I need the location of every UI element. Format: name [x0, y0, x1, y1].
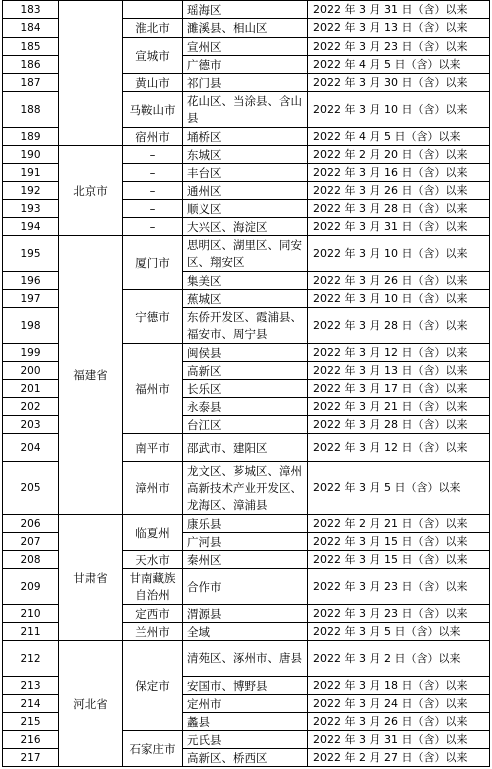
- row-number: 205: [3, 462, 59, 515]
- city-cell: 福州市: [123, 344, 183, 434]
- district-cell: 康乐县: [183, 515, 308, 533]
- row-number: 194: [3, 218, 59, 236]
- table-row: [3, 1, 490, 19]
- row-number: 212: [3, 641, 59, 677]
- table-row: [3, 515, 490, 533]
- date-cell: 2022 年 3 月 23 日（含）以来: [308, 569, 490, 605]
- date-cell: 2022 年 2 月 20 日（含）以来: [308, 146, 490, 164]
- row-number: 214: [3, 695, 59, 713]
- date-cell: 2022 年 2 月 27 日（含）以来: [308, 749, 490, 767]
- date-cell: 2022 年 3 月 28 日（含）以来: [308, 308, 490, 344]
- row-number: 203: [3, 416, 59, 434]
- row-number: 209: [3, 569, 59, 605]
- district-cell: 顺义区: [183, 200, 308, 218]
- region-date-table: [2, 0, 490, 767]
- date-cell: 2022 年 3 月 10 日（含）以来: [308, 92, 490, 128]
- row-number: 204: [3, 434, 59, 462]
- district-cell: 濉溪县、相山区: [183, 19, 308, 38]
- district-cell: 东侨开发区、霞浦县、福安市、周宁县: [183, 308, 308, 344]
- row-number: 217: [3, 749, 59, 767]
- city-cell: 石家庄市: [123, 731, 183, 767]
- city-cell: 天水市: [123, 551, 183, 569]
- date-cell: 2022 年 3 月 16 日（含）以来: [308, 164, 490, 182]
- district-cell: 大兴区、海淀区: [183, 218, 308, 236]
- district-cell: 花山区、当涂县、含山县: [183, 92, 308, 128]
- row-number: 187: [3, 74, 59, 92]
- date-cell: 2022 年 2 月 21 日（含）以来: [308, 515, 490, 533]
- date-cell: 2022 年 3 月 13 日（含）以来: [308, 362, 490, 380]
- district-cell: 清苑区、涿州市、唐县: [183, 641, 308, 677]
- district-cell: 高新区: [183, 362, 308, 380]
- province-cell: 北京市: [59, 146, 123, 236]
- row-number: 198: [3, 308, 59, 344]
- district-cell: 定州市: [183, 695, 308, 713]
- date-cell: 2022 年 3 月 21 日（含）以来: [308, 398, 490, 416]
- city-cell: 宁德市: [123, 290, 183, 344]
- date-cell: 2022 年 3 月 10 日（含）以来: [308, 290, 490, 308]
- city-cell: 兰州市: [123, 623, 183, 641]
- district-cell: 通州区: [183, 182, 308, 200]
- city-cell: 宿州市: [123, 128, 183, 146]
- row-number: 189: [3, 128, 59, 146]
- row-number: 193: [3, 200, 59, 218]
- row-number: 211: [3, 623, 59, 641]
- row-number: 207: [3, 533, 59, 551]
- district-cell: 龙文区、芗城区、漳州高新技术产业开发区、龙海区、漳浦县: [183, 462, 308, 515]
- district-cell: 秦州区: [183, 551, 308, 569]
- district-cell: 元氏县: [183, 731, 308, 749]
- city-cell: 厦门市: [123, 236, 183, 290]
- date-cell: 2022 年 3 月 31 日（含）以来: [308, 1, 490, 19]
- date-cell: 2022 年 3 月 28 日（含）以来: [308, 200, 490, 218]
- district-cell: 长乐区: [183, 380, 308, 398]
- date-cell: 2022 年 3 月 17 日（含）以来: [308, 380, 490, 398]
- date-cell: 2022 年 3 月 26 日（含）以来: [308, 272, 490, 290]
- date-cell: 2022 年 3 月 13 日（含）以来: [308, 19, 490, 38]
- date-cell: 2022 年 3 月 31 日（含）以来: [308, 731, 490, 749]
- city-cell: –: [123, 146, 183, 164]
- table-row: [3, 641, 490, 677]
- row-number: 183: [3, 1, 59, 19]
- district-cell: 全域: [183, 623, 308, 641]
- date-cell: 2022 年 3 月 2 日（含）以来: [308, 641, 490, 677]
- district-cell: 埇桥区: [183, 128, 308, 146]
- province-cell: [59, 1, 123, 146]
- district-cell: 邵武市、建阳区: [183, 434, 308, 462]
- row-number: 195: [3, 236, 59, 272]
- district-cell: 东城区: [183, 146, 308, 164]
- date-cell: 2022 年 3 月 15 日（含）以来: [308, 533, 490, 551]
- row-number: 190: [3, 146, 59, 164]
- date-cell: 2022 年 3 月 24 日（含）以来: [308, 695, 490, 713]
- district-cell: 蕉城区: [183, 290, 308, 308]
- row-number: 213: [3, 677, 59, 695]
- row-number: 210: [3, 605, 59, 623]
- city-cell: 临夏州: [123, 515, 183, 551]
- city-cell: 定西市: [123, 605, 183, 623]
- city-cell: 黄山市: [123, 74, 183, 92]
- district-cell: 丰台区: [183, 164, 308, 182]
- district-cell: 渭源县: [183, 605, 308, 623]
- district-cell: 台江区: [183, 416, 308, 434]
- district-cell: 合作市: [183, 569, 308, 605]
- row-number: 215: [3, 713, 59, 731]
- row-number: 196: [3, 272, 59, 290]
- row-number: 201: [3, 380, 59, 398]
- province-cell: 福建省: [59, 236, 123, 515]
- district-cell: 广德市: [183, 56, 308, 74]
- table-row: [3, 236, 490, 272]
- city-cell: –: [123, 164, 183, 182]
- row-number: 191: [3, 164, 59, 182]
- date-cell: 2022 年 3 月 26 日（含）以来: [308, 182, 490, 200]
- date-cell: 2022 年 3 月 5 日（含）以来: [308, 462, 490, 515]
- row-number: 185: [3, 38, 59, 56]
- district-cell: 思明区、湖里区、同安区、翔安区: [183, 236, 308, 272]
- row-number: 200: [3, 362, 59, 380]
- district-cell: 闽侯县: [183, 344, 308, 362]
- date-cell: 2022 年 3 月 12 日（含）以来: [308, 344, 490, 362]
- city-cell: 马鞍山市: [123, 92, 183, 128]
- table-row: [3, 146, 490, 164]
- row-number: 186: [3, 56, 59, 74]
- date-cell: 2022 年 3 月 30 日（含）以来: [308, 74, 490, 92]
- date-cell: 2022 年 3 月 15 日（含）以来: [308, 551, 490, 569]
- row-number: 192: [3, 182, 59, 200]
- row-number: 199: [3, 344, 59, 362]
- date-cell: 2022 年 3 月 18 日（含）以来: [308, 677, 490, 695]
- city-cell: [123, 1, 183, 19]
- district-cell: 蠡县: [183, 713, 308, 731]
- city-cell: –: [123, 182, 183, 200]
- row-number: 216: [3, 731, 59, 749]
- row-number: 206: [3, 515, 59, 533]
- date-cell: 2022 年 3 月 10 日（含）以来: [308, 236, 490, 272]
- province-cell: 甘肃省: [59, 515, 123, 641]
- date-cell: 2022 年 3 月 12 日（含）以来: [308, 434, 490, 462]
- district-cell: 宣州区: [183, 38, 308, 56]
- city-cell: –: [123, 200, 183, 218]
- date-cell: 2022 年 3 月 26 日（含）以来: [308, 713, 490, 731]
- date-cell: 2022 年 3 月 23 日（含）以来: [308, 38, 490, 56]
- district-cell: 高新区、桥西区: [183, 749, 308, 767]
- district-cell: 集美区: [183, 272, 308, 290]
- row-number: 208: [3, 551, 59, 569]
- city-cell: 甘南藏族自治州: [123, 569, 183, 605]
- date-cell: 2022 年 4 月 5 日（含）以来: [308, 128, 490, 146]
- province-cell: 河北省: [59, 641, 123, 767]
- city-cell: 宣城市: [123, 38, 183, 74]
- district-cell: 广河县: [183, 533, 308, 551]
- row-number: 202: [3, 398, 59, 416]
- date-cell: 2022 年 3 月 23 日（含）以来: [308, 605, 490, 623]
- date-cell: 2022 年 3 月 31 日（含）以来: [308, 218, 490, 236]
- city-cell: 漳州市: [123, 462, 183, 515]
- district-cell: 永泰县: [183, 398, 308, 416]
- city-cell: 淮北市: [123, 19, 183, 38]
- date-cell: 2022 年 4 月 5 日（含）以来: [308, 56, 490, 74]
- city-cell: 保定市: [123, 641, 183, 731]
- row-number: 188: [3, 92, 59, 128]
- city-cell: 南平市: [123, 434, 183, 462]
- district-cell: 瑶海区: [183, 1, 308, 19]
- date-cell: 2022 年 3 月 28 日（含）以来: [308, 416, 490, 434]
- row-number: 197: [3, 290, 59, 308]
- city-cell: –: [123, 218, 183, 236]
- row-number: 184: [3, 19, 59, 38]
- district-cell: 安国市、博野县: [183, 677, 308, 695]
- date-cell: 2022 年 3 月 5 日（含）以来: [308, 623, 490, 641]
- district-cell: 祁门县: [183, 74, 308, 92]
